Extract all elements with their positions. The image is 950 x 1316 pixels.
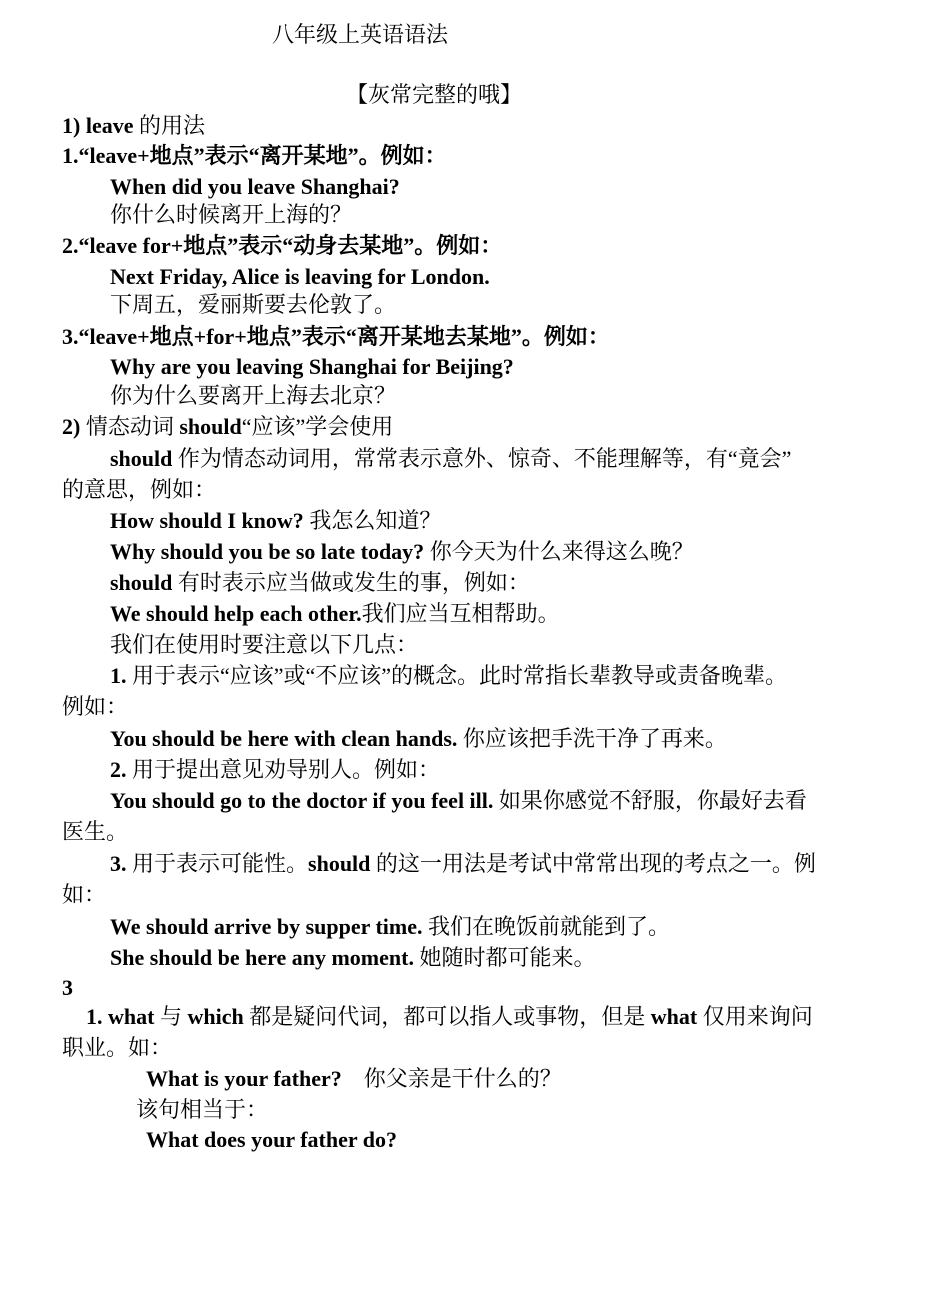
section-1-point-1 xyxy=(62,141,447,171)
section-1-point-2 xyxy=(62,231,502,261)
section-3-point-1 xyxy=(86,1002,813,1032)
intro-paragraph xyxy=(110,444,791,474)
section-3-point-1-continuation: 职业。如： xyxy=(62,1035,173,1060)
example-chinese: 你什么时候离开上海的？ xyxy=(110,202,353,227)
example-english: You should go to the doctor if you feel ill. xyxy=(110,788,494,813)
example-english: How should I know? xyxy=(110,508,304,533)
example-line xyxy=(146,1064,562,1094)
example-line xyxy=(110,537,694,567)
point-text: “leave+地点”表示“离开某地”。例如： xyxy=(78,143,447,168)
usage-point-1 xyxy=(110,661,787,691)
heading-text: 情态动词 xyxy=(80,414,180,439)
example-english: You should be here with clean hands. xyxy=(110,726,458,751)
point-number: 3. xyxy=(62,324,79,349)
intro-text: 作为情态动词用，常常表示意外、惊奇、不能理解等，有“竟会” xyxy=(172,446,792,471)
heading-text: “应该”学会使用 xyxy=(241,414,394,439)
point-text: 用于表示“应该”或“不应该”的概念。此时常指长辈教导或责备晚辈。 xyxy=(126,663,788,688)
example-continuation: 医生。 xyxy=(62,819,129,844)
section-1-heading xyxy=(62,111,205,141)
equivalence-note: 该句相当于： xyxy=(136,1097,269,1122)
heading-keyword: should xyxy=(179,414,242,439)
keyword: should xyxy=(110,446,173,471)
example-chinese: 你父亲是干什么的？ xyxy=(341,1066,562,1091)
keyword: what xyxy=(650,1004,698,1029)
keyword: which xyxy=(187,1004,244,1029)
keyword: what xyxy=(108,1004,155,1029)
point-text: 都是疑问代词，都可以指人或事物，但是 xyxy=(243,1004,651,1029)
example-chinese: 下周五，爱丽斯要去伦敦了。 xyxy=(110,292,397,317)
point-text: “leave+地点+for+地点”表示“离开某地去某地”。例如： xyxy=(78,324,610,349)
section-1-number: 1) leave xyxy=(62,113,134,138)
example-chinese: 如果你感觉不舒服，你最好去看 xyxy=(493,788,807,813)
point-number: 2. xyxy=(62,233,79,258)
example-chinese: 你今天为什么来得这么晚？ xyxy=(424,539,694,564)
example-line xyxy=(110,912,670,942)
usage-point-3-continuation: 如： xyxy=(62,882,107,907)
example-line xyxy=(110,506,441,536)
document-subtitle: 【灰常完整的哦】 xyxy=(346,82,523,107)
example-line xyxy=(110,943,595,973)
point-text: 仅用来询问 xyxy=(697,1004,813,1029)
section-3-heading: 3 xyxy=(62,975,73,1000)
section-2-heading xyxy=(62,412,393,442)
keyword: should xyxy=(110,570,173,595)
point-number: 3. xyxy=(110,851,127,876)
example-line xyxy=(110,786,807,816)
document-title: 八年级上英语语法 xyxy=(272,22,449,47)
point-number: 1. xyxy=(86,1004,103,1029)
point-text: 用于表示可能性。 xyxy=(126,851,309,876)
point-text: “leave for+地点”表示“动身去某地”。例如： xyxy=(78,233,503,258)
example-english: We should help each other. xyxy=(110,601,362,626)
point-text: 与 xyxy=(154,1004,188,1029)
section-2-number: 2) xyxy=(62,414,81,439)
example-chinese: 你为什么要离开上海去北京？ xyxy=(110,383,397,408)
intro-continuation: 的意思，例如： xyxy=(62,477,217,502)
example-english: We should arrive by supper time. xyxy=(110,914,423,939)
example-line xyxy=(110,724,727,754)
usage-point-3 xyxy=(110,849,816,879)
example-chinese: 她随时都可能来。 xyxy=(413,945,596,970)
point-text: 的这一用法是考试中常常出现的考点之一。例 xyxy=(370,851,816,876)
section-1-point-3 xyxy=(62,322,610,352)
example-english: Why are you leaving Shanghai for Beijing? xyxy=(110,354,514,379)
point-number: 1. xyxy=(62,143,79,168)
point-number: 2. xyxy=(110,757,127,782)
usage-point-2 xyxy=(110,755,440,785)
example-line xyxy=(110,599,560,629)
example-chinese: 我们应当互相帮助。 xyxy=(361,601,560,626)
keyword: should xyxy=(308,851,371,876)
note-text: 有时表示应当做或发生的事，例如： xyxy=(172,570,530,595)
usage-point-1-continuation: 例如： xyxy=(62,694,129,719)
attention-line: 我们在使用时要注意以下几点： xyxy=(110,632,419,657)
example-english: What is your father? xyxy=(146,1066,342,1091)
example-english: Next Friday, Alice is leaving for London. xyxy=(110,264,490,289)
example-english: Why should you be so late today? xyxy=(110,539,425,564)
example-chinese: 你应该把手洗干净了再来。 xyxy=(457,726,727,751)
note-line xyxy=(110,568,530,598)
example-chinese: 我们在晚饭前就能到了。 xyxy=(422,914,671,939)
example-english: When did you leave Shanghai? xyxy=(110,174,400,199)
example-english: What does your father do? xyxy=(146,1127,397,1152)
point-text: 用于提出意见劝导别人。例如： xyxy=(126,757,441,782)
section-1-heading-text: 的用法 xyxy=(133,113,205,138)
example-english: She should be here any moment. xyxy=(110,945,414,970)
example-chinese: 我怎么知道？ xyxy=(303,508,442,533)
point-number: 1. xyxy=(110,663,127,688)
